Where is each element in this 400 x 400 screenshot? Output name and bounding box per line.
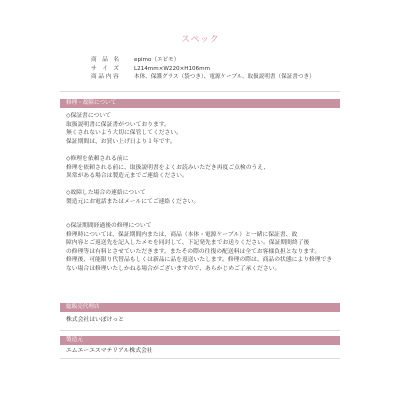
spec-value: L214mm×W220×H106mm <box>134 65 211 72</box>
section-header-label: 修理・故障について <box>66 100 117 106</box>
block-line: 異常がある場合は製造元までご連絡ください。 <box>66 173 188 180</box>
section-header-repair <box>60 99 340 108</box>
block-line: の修理等は有料とさせていただきます。またその際の往復の配送料は全てお客様負担となります。 <box>66 248 321 255</box>
spec-row-contents <box>91 73 340 81</box>
manufacturer-name: エムエーエスマテリアル株式会社 <box>66 348 153 354</box>
spec-label: サ イ ズ <box>91 65 119 72</box>
info-block-before-repair <box>66 155 340 181</box>
section-header-manufacturer <box>60 336 340 345</box>
block-line: 修理後、可能限り代替品もしくは新品に品を返送いたします。修理の際は、商品の状態により修理でき <box>66 257 333 264</box>
block-line: 障内容とご返送先を記入したメモを同封して、下記発先までお送りください。保証期間終了後 <box>66 240 310 247</box>
block-title: ◇修理を依頼される前に <box>66 156 129 162</box>
divider <box>60 330 340 331</box>
block-line: 取扱説明書に保証書がついております。 <box>66 121 170 128</box>
block-line: 製造元にお電話またはメールにてご連絡ください。 <box>66 198 200 205</box>
spec-row-size <box>91 65 340 73</box>
spec-label: 商 品 名 <box>91 57 119 63</box>
info-block-after-warranty <box>66 222 340 274</box>
block-title: ◇保証期間経過後の修理について <box>66 223 152 229</box>
spec-value: epimo（エピモ） <box>134 57 180 63</box>
block-title: ◇故障した場合の連絡について <box>66 190 146 196</box>
block-line: ない場合は修理いたしかねる場合がございますので、あらかじめご了承ください。 <box>66 265 281 272</box>
divider <box>60 358 340 359</box>
section-header-distributor <box>60 303 340 312</box>
spec-value: 本体、保護グラス（袋つき）、電源ケーブル、取扱説明書（保証書つき） <box>134 74 315 80</box>
section-header-label: 製造元 <box>66 337 83 343</box>
distributor-name: 株式会社はいぽけっと <box>66 317 124 323</box>
info-block-contact <box>66 189 340 206</box>
divider <box>60 91 340 92</box>
block-title: ◇保証書について <box>66 113 111 119</box>
block-line: 修理時については、保証期間内または、商品（本体・電源ケーブル）と一緒に保証書、故 <box>66 231 298 238</box>
block-line: 修理を依頼される前に、取扱説明書をよくお読みいただき再度ご点検のうえ、 <box>66 164 270 171</box>
block-line: 保証期間は、お買い上げ日より１年です。 <box>66 138 176 145</box>
page-title: スペック <box>180 35 219 45</box>
info-block-warranty <box>66 112 340 146</box>
spec-row-product-name <box>91 56 340 64</box>
block-line: 無くされないよう大切に保管してください。 <box>66 130 182 137</box>
spec-label: 商 品 内 容 <box>91 74 119 80</box>
section-header-label: 総販売代理店 <box>66 304 100 310</box>
